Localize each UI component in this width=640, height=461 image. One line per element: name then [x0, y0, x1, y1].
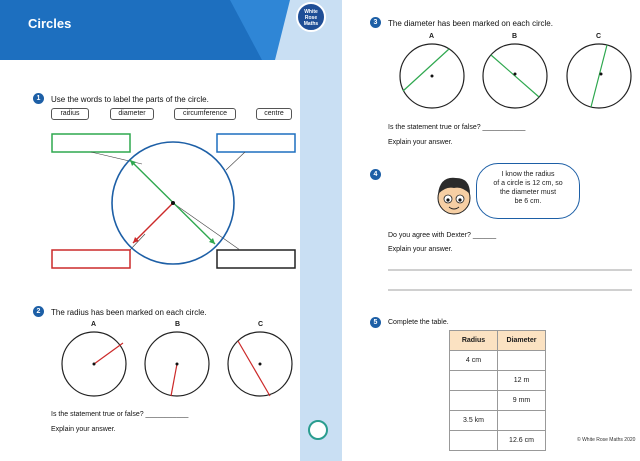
q3-label-c: C [596, 33, 602, 40]
q3-statement: Is the statement true or false? ___________ [388, 124, 526, 131]
header-radius: Radius [450, 331, 498, 351]
q2-statement: Is the statement true or false? ___________ [51, 411, 189, 418]
header-diameter: Diameter [498, 331, 546, 351]
question-2-prompt: The radius has been marked on each circle. [51, 308, 207, 317]
question-1-prompt: Use the words to label the parts of the circle. [51, 95, 209, 104]
radius-diameter-table [449, 330, 546, 451]
logo-line-2: Rose [304, 15, 318, 21]
cell-r3-radius [450, 391, 498, 411]
cell-r2-radius [450, 371, 498, 391]
q2-label-b: B [175, 321, 181, 328]
q2-label-c: C [258, 321, 264, 328]
speech-line-1: I know the radius [501, 171, 555, 178]
question-1-number: 1 [33, 93, 44, 104]
word-circumference: circumference [174, 108, 236, 120]
q4-explain: Explain your answer. [388, 246, 453, 253]
logo-line-1: White [304, 9, 318, 15]
question-3-prompt: The diameter has been marked on each circle. [388, 19, 553, 28]
logo-line-3: Maths [303, 21, 319, 27]
cell-r1-radius: 4 cm [450, 351, 498, 371]
cell-r2-diameter: 12 m [498, 371, 546, 391]
q4-question: Do you agree with Dexter? ______ [388, 232, 497, 239]
word-diameter: diameter [110, 108, 154, 120]
q3-label-b: B [512, 33, 518, 40]
word-radius: radius [51, 108, 89, 120]
question-2-number: 2 [33, 306, 44, 317]
page-title: Circles [28, 16, 72, 31]
cell-r5-radius [450, 431, 498, 451]
cell-r3-diameter: 9 mm [498, 391, 546, 411]
copyright-text: © White Rose Maths 2020 [577, 437, 636, 443]
cell-r1-diameter [498, 351, 546, 371]
question-4-number: 4 [370, 169, 381, 180]
word-centre: centre [256, 108, 292, 120]
cell-r4-diameter [498, 411, 546, 431]
speech-line-3: the diameter must [499, 189, 557, 196]
question-5-number: 5 [370, 317, 381, 328]
speech-line-4: be 6 cm. [514, 198, 542, 205]
q2-label-a: A [91, 321, 97, 328]
speech-line-2: of a circle is 12 cm, so [493, 180, 563, 187]
cell-r5-diameter: 12.6 cm [498, 431, 546, 451]
question-3-number: 3 [370, 17, 381, 28]
cell-r4-radius: 3.5 km [450, 411, 498, 431]
q3-label-a: A [429, 33, 435, 40]
q5-prompt: Complete the table. [388, 319, 449, 326]
q2-explain: Explain your answer. [51, 426, 116, 433]
q3-explain: Explain your answer. [388, 139, 453, 146]
